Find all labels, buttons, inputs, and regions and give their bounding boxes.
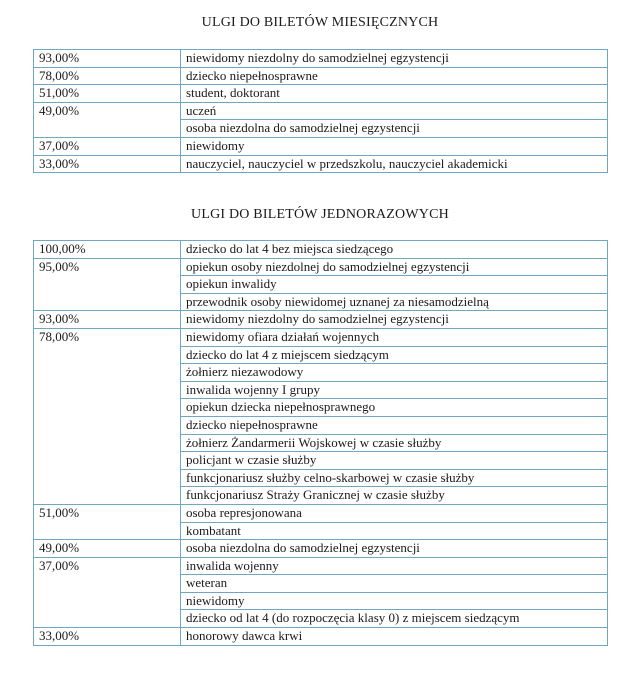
discount-percent-cell [34, 120, 181, 138]
table-row [34, 346, 608, 364]
table-row [34, 241, 608, 259]
eligibility-description-cell: niewidomy niezdolny do samodzielnej egzystencji [181, 50, 608, 68]
single-discounts-table [33, 240, 608, 646]
table-row [34, 434, 608, 452]
discount-percent-cell: 95,00% [34, 258, 181, 276]
discount-percent-cell [34, 434, 181, 452]
table-row [34, 540, 608, 558]
table-row [34, 311, 608, 329]
eligibility-description-cell: żołnierz Żandarmerii Wojskowej w czasie służby [181, 434, 608, 452]
eligibility-description-cell: nauczyciel, nauczyciel w przedszkolu, nauczyciel akademicki [181, 155, 608, 173]
discount-percent-cell: 93,00% [34, 311, 181, 329]
table-row [34, 381, 608, 399]
table-row [34, 557, 608, 575]
table-row [34, 628, 608, 646]
table-row [34, 469, 608, 487]
table-row [34, 487, 608, 505]
eligibility-description-cell: weteran [181, 575, 608, 593]
monthly-discounts-table [33, 49, 608, 173]
eligibility-description-cell: opiekun inwalidy [181, 276, 608, 294]
table-row [34, 155, 608, 173]
discount-percent-cell: 33,00% [34, 628, 181, 646]
eligibility-description-cell: dziecko niepełnosprawne [181, 416, 608, 434]
discount-percent-cell: 51,00% [34, 85, 181, 103]
eligibility-description-cell: opiekun dziecka niepełnosprawnego [181, 399, 608, 417]
discount-percent-cell: 51,00% [34, 504, 181, 522]
eligibility-description-cell: niewidomy [181, 137, 608, 155]
eligibility-description-cell: przewodnik osoby niewidomej uznanej za niesamodzielną [181, 293, 608, 311]
table-row [34, 67, 608, 85]
eligibility-description-cell: dziecko niepełnosprawne [181, 67, 608, 85]
discount-percent-cell: 93,00% [34, 50, 181, 68]
discount-percent-cell [34, 575, 181, 593]
eligibility-description-cell: niewidomy [181, 592, 608, 610]
eligibility-description-cell: żołnierz niezawodowy [181, 364, 608, 382]
discount-percent-cell [34, 610, 181, 628]
discount-percent-cell [34, 346, 181, 364]
discount-percent-cell: 33,00% [34, 155, 181, 173]
discount-percent-cell: 37,00% [34, 137, 181, 155]
discount-percent-cell [34, 364, 181, 382]
table-row [34, 416, 608, 434]
eligibility-description-cell: funkcjonariusz służby celno-skarbowej w czasie służby [181, 469, 608, 487]
discount-percent-cell: 78,00% [34, 328, 181, 346]
table-row [34, 102, 608, 120]
discount-percent-cell [34, 487, 181, 505]
eligibility-description-cell: osoba niezdolna do samodzielnej egzystencji [181, 540, 608, 558]
eligibility-description-cell: honorowy dawca krwi [181, 628, 608, 646]
discount-percent-cell [34, 452, 181, 470]
table-row [34, 452, 608, 470]
table-row [34, 50, 608, 68]
eligibility-description-cell: student, doktorant [181, 85, 608, 103]
table-row [34, 504, 608, 522]
eligibility-description-cell: dziecko do lat 4 z miejscem siedzącym [181, 346, 608, 364]
discount-percent-cell [34, 293, 181, 311]
table-row [34, 293, 608, 311]
table-row [34, 522, 608, 540]
table-row [34, 328, 608, 346]
discount-percent-cell [34, 522, 181, 540]
eligibility-description-cell: niewidomy ofiara działań wojennych [181, 328, 608, 346]
table-row [34, 592, 608, 610]
table-row [34, 120, 608, 138]
eligibility-description-cell: funkcjonariusz Straży Granicznej w czasie służby [181, 487, 608, 505]
discount-percent-cell [34, 399, 181, 417]
single-tickets-title: ULGI DO BILETÓW JEDNORAZOWYCH [191, 207, 449, 222]
eligibility-description-cell: osoba niezdolna do samodzielnej egzystencji [181, 120, 608, 138]
eligibility-description-cell: policjant w czasie służby [181, 452, 608, 470]
discount-percent-cell: 37,00% [34, 557, 181, 575]
discount-percent-cell [34, 381, 181, 399]
table-row [34, 364, 608, 382]
eligibility-description-cell: dziecko do lat 4 bez miejsca siedzącego [181, 241, 608, 259]
eligibility-description-cell: inwalida wojenny I grupy [181, 381, 608, 399]
discount-percent-cell [34, 592, 181, 610]
discount-percent-cell [34, 469, 181, 487]
eligibility-description-cell: osoba represjonowana [181, 504, 608, 522]
table-row [34, 137, 608, 155]
discount-percent-cell [34, 276, 181, 294]
table-row [34, 575, 608, 593]
eligibility-description-cell: dziecko od lat 4 (do rozpoczęcia klasy 0) z miejscem siedzącym [181, 610, 608, 628]
monthly-tickets-title: ULGI DO BILETÓW MIESIĘCZNYCH [201, 15, 439, 30]
table-row [34, 258, 608, 276]
table-row [34, 85, 608, 103]
table-row [34, 276, 608, 294]
discount-percent-cell: 78,00% [34, 67, 181, 85]
discount-percent-cell [34, 416, 181, 434]
discount-percent-cell: 49,00% [34, 540, 181, 558]
discount-percent-cell: 49,00% [34, 102, 181, 120]
eligibility-description-cell: opiekun osoby niezdolnej do samodzielnej egzystencji [181, 258, 608, 276]
table-row [34, 610, 608, 628]
table-row [34, 399, 608, 417]
eligibility-description-cell: uczeń [181, 102, 608, 120]
discount-percent-cell: 100,00% [34, 241, 181, 259]
eligibility-description-cell: inwalida wojenny [181, 557, 608, 575]
eligibility-description-cell: kombatant [181, 522, 608, 540]
eligibility-description-cell: niewidomy niezdolny do samodzielnej egzystencji [181, 311, 608, 329]
